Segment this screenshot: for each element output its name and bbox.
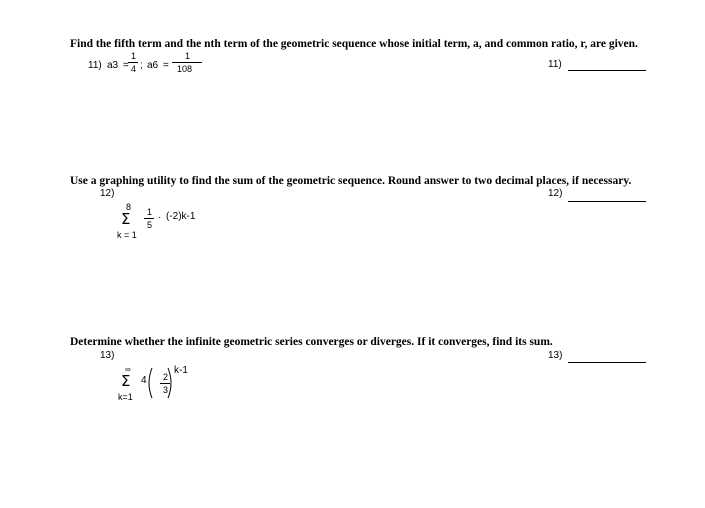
problem-11-number: 11) [88, 60, 102, 71]
answer-12-blank[interactable] [568, 201, 646, 202]
a3-fraction-bar [128, 62, 138, 63]
problem-13-instruction: Determine whether the infinite geometric series converges or diverges. If it converges, find its sum. [70, 336, 553, 348]
coefficient-numerator: 1 [147, 207, 153, 217]
separator: ; [140, 60, 143, 71]
sigma-icon: Σ [121, 372, 131, 390]
problem-13-number: 13) [100, 350, 115, 361]
coefficient-denominator: 5 [147, 220, 153, 230]
a3-label: a3 [107, 60, 119, 71]
ratio-denominator: 3 [163, 385, 169, 395]
a3-denominator: 4 [131, 64, 137, 74]
problem-11-instruction: Find the fifth term and the nth term of the geometric sequence whose initial term, a, and common ratio, r, are given. [70, 38, 638, 50]
sum-lower-limit: k = 1 [117, 230, 137, 240]
answer-13-blank[interactable] [568, 362, 646, 363]
ratio-fraction-bar [160, 383, 170, 384]
series-exponent: k-1 [174, 365, 188, 376]
coefficient-fraction-bar [144, 218, 154, 219]
answer-12-number: 12) [548, 188, 563, 199]
equals-sign: = [163, 60, 169, 71]
ratio-numerator: 2 [163, 372, 169, 382]
sigma-icon: Σ [121, 210, 131, 228]
sum-upper-limit: 8 [126, 202, 132, 212]
dot-operator: · [158, 212, 162, 223]
a6-denominator: 108 [177, 64, 193, 74]
answer-11-number: 11) [548, 59, 562, 70]
sum-lower-limit: k=1 [118, 392, 133, 402]
equals-sign: = [123, 60, 129, 71]
sum-upper-limit: ∞ [125, 365, 131, 374]
problem-12-number: 12) [100, 188, 115, 199]
a6-fraction-bar [172, 62, 202, 63]
answer-13-number: 13) [548, 350, 563, 361]
a6-numerator: 1 [185, 51, 191, 61]
sequence-term: (-2)k-1 [166, 211, 196, 222]
problem-12-instruction: Use a graphing utility to find the sum of the geometric sequence. Round answer to two decimal places, if necessary. [70, 175, 632, 187]
series-coefficient: 4 [141, 375, 147, 386]
a3-numerator: 1 [131, 51, 137, 61]
answer-11-blank[interactable] [568, 70, 646, 71]
a6-label: a6 [147, 60, 159, 71]
